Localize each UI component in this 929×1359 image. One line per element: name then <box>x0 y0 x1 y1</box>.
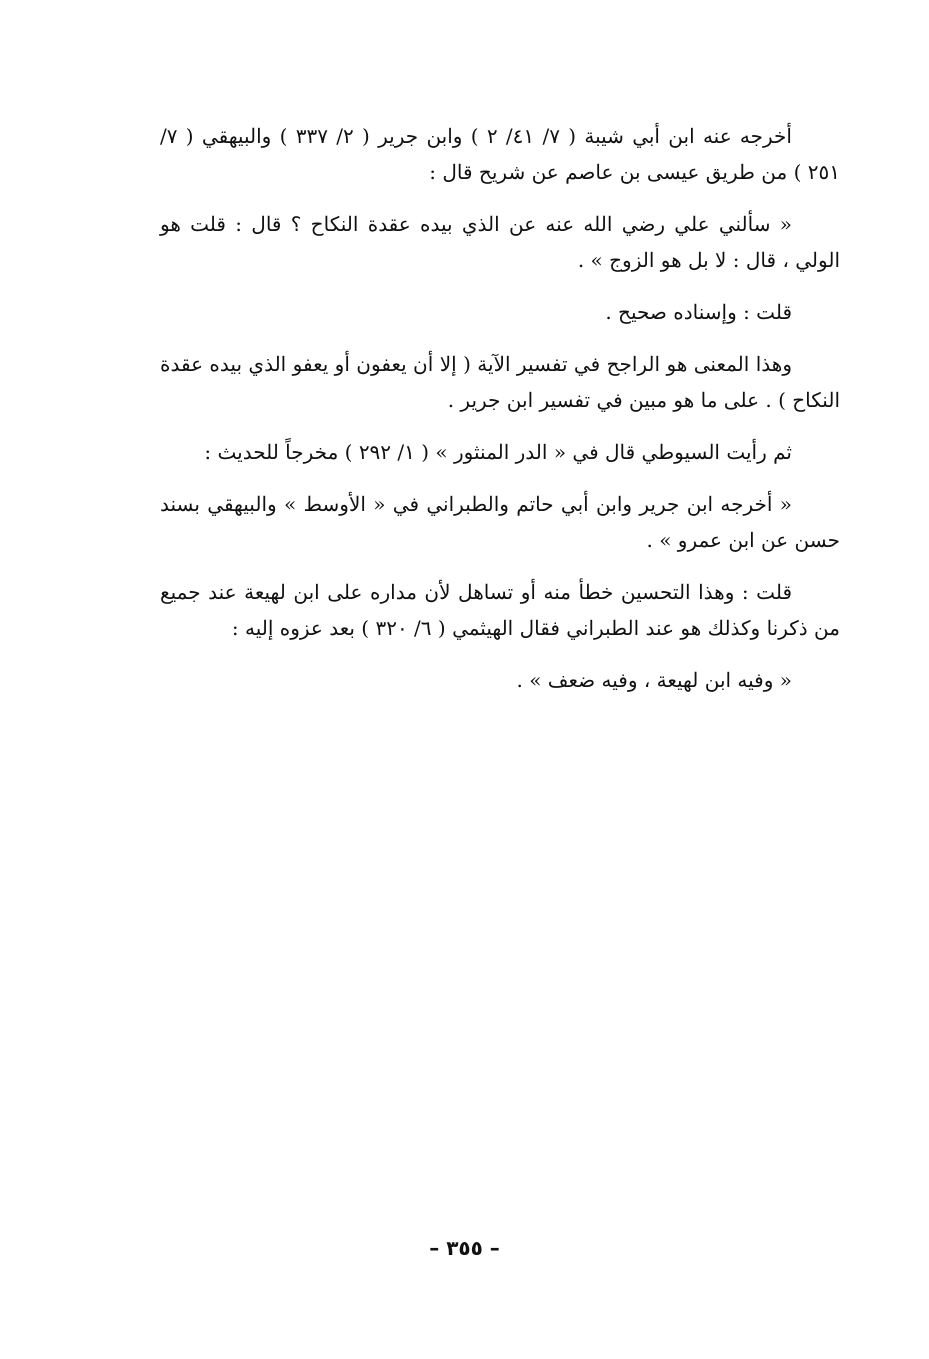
paragraph-suyuti-reference: ثم رأيت السيوطي قال في « الدر المنثور » ( ١/ ٢٩٢ ) مخرجاً للحديث : <box>204 440 792 464</box>
paragraph-isnad-verdict: قلت : وإسناده صحيح . <box>605 300 792 324</box>
body-text <box>160 118 840 714</box>
page-number: – ٣٥٥ – <box>429 1236 500 1260</box>
paragraph-critique: قلت : وهذا التحسين خطأ منه أو تساهل لأن مداره على ابن لهيعة عند جميع من ذكرنا وكذلك هو عند الطبراني فقال الهيثمي ( ٦/ ٣٢٠ ) بعد عزوه إليه : <box>160 580 840 640</box>
paragraph-source-citation: أخرجه عنه ابن أبي شيبة ( ٧/ ٤١/ ٢ ) وابن جرير ( ٢/ ٣٣٧ ) والبيهقي ( ٧/ ٢٥١ ) من طريق عيسى بن عاصم عن شريح قال : <box>160 124 840 184</box>
paragraph-suyuti-quote: « أخرجه ابن جرير وابن أبي حاتم والطبراني في « الأوسط » والبيهقي بسند حسن عن ابن عمرو » . <box>160 492 840 552</box>
paragraph-tafsir-meaning: وهذا المعنى هو الراجح في تفسير الآية ( إلا أن يعفون أو يعفو الذي بيده عقدة النكاح ) . على ما هو مبين في تفسير ابن جرير . <box>160 352 840 412</box>
paragraph-haythami-quote: « وفيه ابن لهيعة ، وفيه ضعف » . <box>516 668 792 692</box>
paragraph-quote-shurayh: « سألني علي رضي الله عنه عن الذي بيده عقدة النكاح ؟ قال : قلت هو الولي ، قال : لا بل هو الزوج » . <box>160 212 840 272</box>
